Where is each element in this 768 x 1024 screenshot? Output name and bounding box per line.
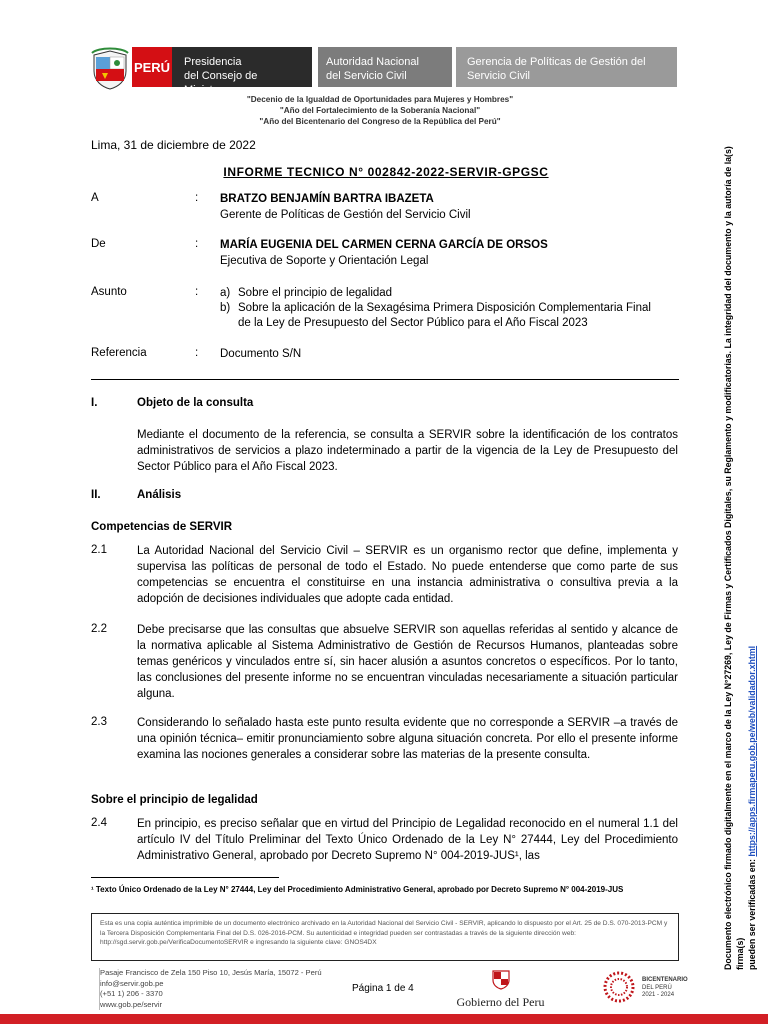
footnote: ¹ Texto Único Ordenado de la Ley N° 27444, Ley del Procedimiento Administrativo General, aprobado por Decreto Supremo N° 004-2019-JUS [91,885,624,894]
section-2-number: II. [91,489,101,501]
section-2-title: Análisis [137,489,182,501]
bottom-red-bar [0,1014,768,1024]
servir-box [318,47,452,87]
gerencia-line2: Servicio Civil [467,70,530,82]
validador-link[interactable]: https://apps.firmaperu.gob.pe/web/validador.xhtml [747,645,757,857]
presidencia-line2: del Consejo de Ministros [184,70,258,96]
peru-brand-label: PERÚ [132,47,172,87]
paragraph-2-4-number: 2.4 [91,817,107,829]
bicentenario-line1: BICENTENARIO [642,977,688,983]
divider [91,379,679,380]
paragraph-2-3-text: Considerando lo señalado hasta este punto resulta evidente que no corresponde a SERVIR –a través de una opinión técnica– emitir pronunciamiento sobre alguna situación concreta. Por ello el presente informe examina las nociones generales a considerar sobre las materias de la presente consulta. [137,717,678,761]
paragraph-2-1-text: La Autoridad Nacional del Servicio Civil – SERVIR es un organismo rector que define, implementa y supervisa las políticas de personal de todo el Estado. No puede entenderse que como parte de sus competencias se encuentra el constituirse en una instancia administrativa o consultiva previa a la adopción de decisiones individuales que adopte cada entidad. [137,545,678,605]
paragraph-2-4-text: En principio, es preciso señalar que en virtud del Principio de Legalidad reconocido en el numeral 1.1 del artículo IV del Título Preliminar del Texto Único Ordenado de la Ley N° 27444, Ley del Procedimiento Administrativo General, aprobado por Decreto Supremo N° 004-2019-JUS¹, las [137,818,678,862]
asunto-a-text: Sobre el principio de legalidad [238,287,393,299]
document-date: Lima, 31 de diciembre de 2022 [91,138,256,152]
footer-address-street: Pasaje Francisco de Zela 150 Piso 10, Jesús María, 15072 - Perú [100,968,322,977]
decenio-line-1: "Decenio de la Igualdad de Oportunidades para Mujeres y Hombres" [246,95,514,104]
asunto-b-marker: b) [220,302,231,314]
field-a-name: BRATZO BENJAMÍN BARTRA IBAZETA [220,193,434,205]
field-a-colon: : [195,192,199,204]
section-1-number: I. [91,397,98,409]
authenticity-notice: Esta es una copia auténtica imprimible de un documento electrónico archivado en la Autoridad Nacional del Servicio Civil - SERVIR, aplicando lo dispuesto por el Art. 25 de D.S. 070-2013-PCM y la Tercera Disposición Complementaria Final del D.S. 026-2016-PCM. Su autenticidad e integridad pueden ser contrastadas a través de la siguiente dirección web: http://sgd.servir.gob.pe/VerificaDocumentoSERVIR e ingresando la siguiente clave: GNOS4DX [91,913,679,961]
footer-phone: (+51 1) 206 - 3370 [100,989,163,999]
section-1-text: Mediante el documento de la referencia, se consulta a SERVIR sobre la identificación de los contratos administrativos de servicios a plazo indeterminado a partir de la vigencia de la Ley de Presupuesto del Sector Público para el Año Fiscal 2023. [137,429,678,473]
bicentenario-logo-icon [602,970,636,1009]
field-de-name: MARÍA EUGENIA DEL CARMEN CERNA GARCÍA DE ORSOS [220,239,548,251]
decenio-line-2: "Año del Fortalecimiento de la Soberanía Nacional" [279,106,481,115]
footer-email[interactable]: info@servir.gob.pe [100,978,164,988]
signature-note-line1: Documento electrónico firmado digitalmente en el marco de la Ley N°27269, Ley de Firmas y Certificados Digitales, su Reglamento y modificatorias. La integridad del documento y la autoría de la(s) firma(s) [723,146,745,970]
decenio-line-3: "Año del Bicentenario del Congreso de la República del Perú" [259,117,501,126]
field-de-role: Ejecutiva de Soporte y Orientación Legal [220,255,429,267]
gerencia-line1: Gerencia de Políticas de Gestión del [467,56,646,68]
document-title: INFORME TECNICO N° 002842-2022-SERVIR-GPGSC [223,165,549,179]
presidencia-line1: Presidencia [184,56,242,68]
subheading-competencias: Competencias de SERVIR [91,521,233,533]
servir-line1: Autoridad Nacional [326,56,419,68]
field-de-colon: : [195,238,199,250]
field-asunto-colon: : [195,286,199,298]
gobierno-logo [448,968,553,1010]
field-asunto-label: Asunto [91,286,127,298]
footer-address [99,968,322,1010]
subheading-legalidad: Sobre el principio de legalidad [91,794,258,806]
field-referencia-label: Referencia [91,347,147,359]
field-referencia-value: Documento S/N [220,348,302,360]
presidencia-box [172,47,312,96]
field-a-label: A [91,192,99,204]
footer-website[interactable]: www.gob.pe/servir [100,999,163,1009]
paragraph-2-3-number: 2.3 [91,716,107,728]
servir-line2: del Servicio Civil [326,70,407,82]
gobierno-text: Gobierno del Peru [456,995,545,1009]
bicentenario-line2: DEL PERÚ [642,984,672,991]
footnote-divider [91,877,279,878]
signature-note-prefix: pueden ser verificadas en: [747,856,757,970]
asunto-a-marker: a) [220,287,231,299]
paragraph-2-1-number: 2.1 [91,544,107,556]
section-1-title: Objeto de la consulta [137,397,254,409]
paragraph-2-2-text: Debe precisarse que las consultas que absuelve SERVIR son aquellas referidas al sentido y alcance de la normativa aplicable al Sistema Administrativo de Gestión de Recursos Humanos, planteadas sobre temas genéricos y vinculados entre sí, sin hacer alusión a asuntos concretos o específicos. Por lo tanto, las conclusiones del presente informe no se encuentran vinculadas necesariamente a situación particular alguna. [137,624,678,700]
field-referencia-colon: : [195,347,199,359]
paragraph-2-2-number: 2.2 [91,623,107,635]
asunto-b-line2: de la Ley de Presupuesto del Sector Público para el Año Fiscal 2023 [238,317,588,329]
field-de-label: De [91,238,106,250]
digital-signature-note [722,140,757,970]
gerencia-box [456,47,677,87]
asunto-b-line1: Sobre la aplicación de la Sexagésima Primera Disposición Complementaria Final [238,302,651,314]
page-number: Página 1 de 4 [352,983,414,994]
bicentenario-line3: 2021 - 2024 [642,992,675,998]
field-a-role: Gerente de Políticas de Gestión del Servicio Civil [220,209,471,221]
peru-shield-icon [490,968,512,990]
bicentenario-text [642,977,688,1000]
coat-of-arms-icon [88,47,132,91]
